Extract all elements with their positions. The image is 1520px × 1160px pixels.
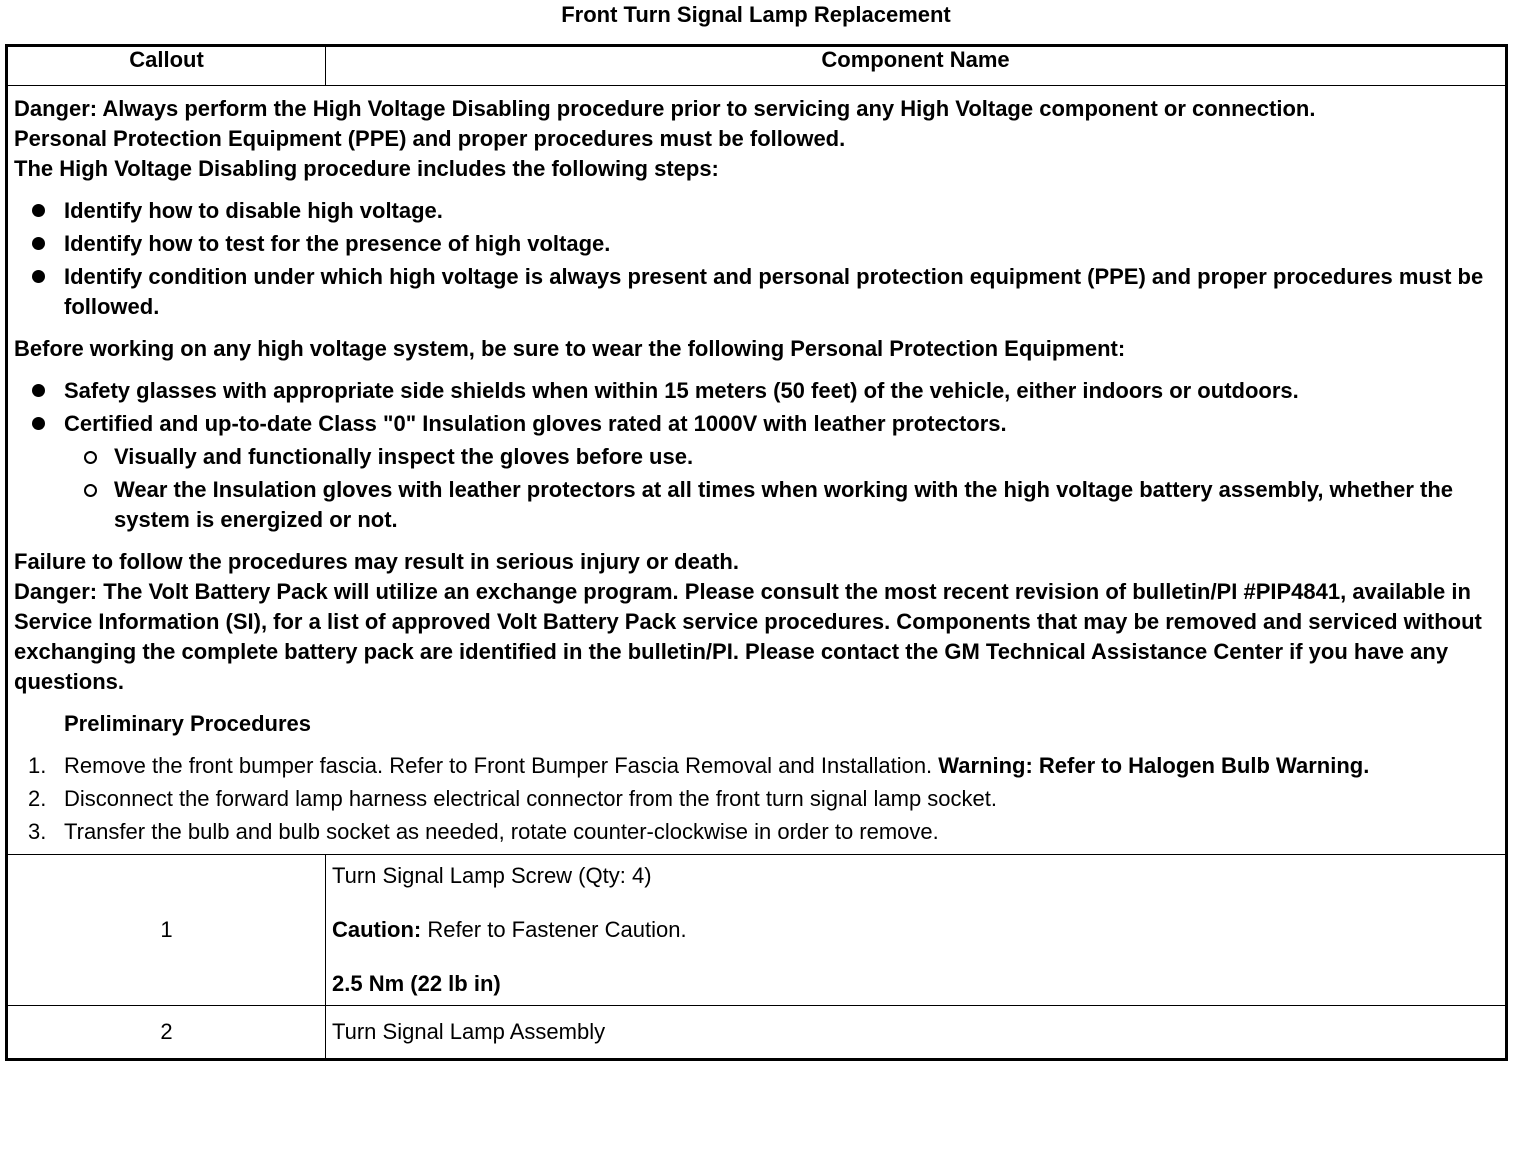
- caution-text: Refer to Fastener Caution.: [421, 917, 687, 942]
- step-number: 1.: [28, 753, 47, 778]
- ppe-intro: Before working on any high voltage system, be sure to wear the following Personal Protection Equipment:: [14, 336, 1126, 361]
- component-name-column-header: Component Name: [326, 46, 1507, 86]
- notes-cell: [7, 86, 1507, 855]
- procedure-step-1: [14, 751, 1499, 781]
- danger-battery-pack: Danger: The Volt Battery Pack will utilize an exchange program. Please consult the most recent revision of bulletin/PI #PIP4841, available in Service Information (SI), for a list of approved Volt Battery Pack service procedures. Components that may be removed and serviced without exchanging the complete battery pack are identified in the bulletin/PI. Please contact the GM Technical Assistance Center if you have any questions.: [14, 579, 1482, 694]
- step-text: Remove the front bumper fascia. Refer to Front Bumper Fascia Removal and Installation.: [64, 753, 939, 778]
- procedure-list: [14, 751, 1499, 847]
- danger-line-3: The High Voltage Disabling procedure includes the following steps:: [14, 156, 719, 181]
- step-number: 3.: [28, 819, 47, 844]
- list-item: Safety glasses with appropriate side shields when within 15 meters (50 feet) of the vehicle, either indoors or outdoors.: [14, 376, 1499, 406]
- procedure-step-2: [14, 784, 1499, 814]
- step-number: 2.: [28, 786, 47, 811]
- callout-cell: 2: [7, 1006, 326, 1060]
- list-item: Wear the Insulation gloves with leather protectors at all times when working with the high voltage battery assembly, whether the system is energized or not.: [64, 475, 1499, 535]
- danger-line-1: Danger: Always perform the High Voltage Disabling procedure prior to servicing any High Voltage component or connection.: [14, 96, 1316, 121]
- glove-sublist: [64, 442, 1499, 535]
- list-item: Visually and functionally inspect the gloves before use.: [64, 442, 1499, 472]
- list-item: Identify how to test for the presence of high voltage.: [14, 229, 1499, 259]
- step-warning: Warning: Refer to Halogen Bulb Warning.: [938, 753, 1370, 778]
- callout-cell: 1: [7, 855, 326, 1006]
- table-row: [7, 855, 1507, 1006]
- torque-spec: 2.5 Nm (22 lb in): [332, 971, 501, 996]
- caution-line: [332, 915, 1499, 945]
- procedure-step-3: [14, 817, 1499, 847]
- step-text: Disconnect the forward lamp harness electrical connector from the front turn signal lamp socket.: [64, 786, 997, 811]
- table-row: [7, 1006, 1507, 1060]
- table-header-row: [7, 46, 1507, 86]
- ppe-list: [14, 376, 1499, 535]
- preliminary-heading: Preliminary Procedures: [64, 711, 312, 736]
- notes-row: [7, 86, 1507, 855]
- component-name: Turn Signal Lamp Screw (Qty: 4): [332, 863, 652, 888]
- caution-label: Caution:: [332, 917, 422, 942]
- list-item: Identify how to disable high voltage.: [14, 196, 1499, 226]
- list-item-text: Certified and up-to-date Class "0" Insulation gloves rated at 1000V with leather protectors.: [64, 411, 1007, 436]
- step-text: Transfer the bulb and bulb socket as needed, rotate counter-clockwise in order to remove.: [64, 819, 939, 844]
- component-table: [5, 44, 1508, 1061]
- list-item: Identify condition under which high voltage is always present and personal protection equipment (PPE) and proper procedures must be followed.: [14, 262, 1499, 322]
- list-item: [14, 409, 1499, 535]
- page-title: Front Turn Signal Lamp Replacement: [561, 2, 951, 27]
- component-cell: [326, 855, 1507, 1006]
- hv-steps-list: [14, 196, 1499, 322]
- failure-warning: Failure to follow the procedures may result in serious injury or death.: [14, 549, 739, 574]
- component-name: Turn Signal Lamp Assembly: [326, 1006, 1507, 1060]
- callout-column-header: Callout: [7, 46, 326, 86]
- danger-line-2: Personal Protection Equipment (PPE) and proper procedures must be followed.: [14, 126, 846, 151]
